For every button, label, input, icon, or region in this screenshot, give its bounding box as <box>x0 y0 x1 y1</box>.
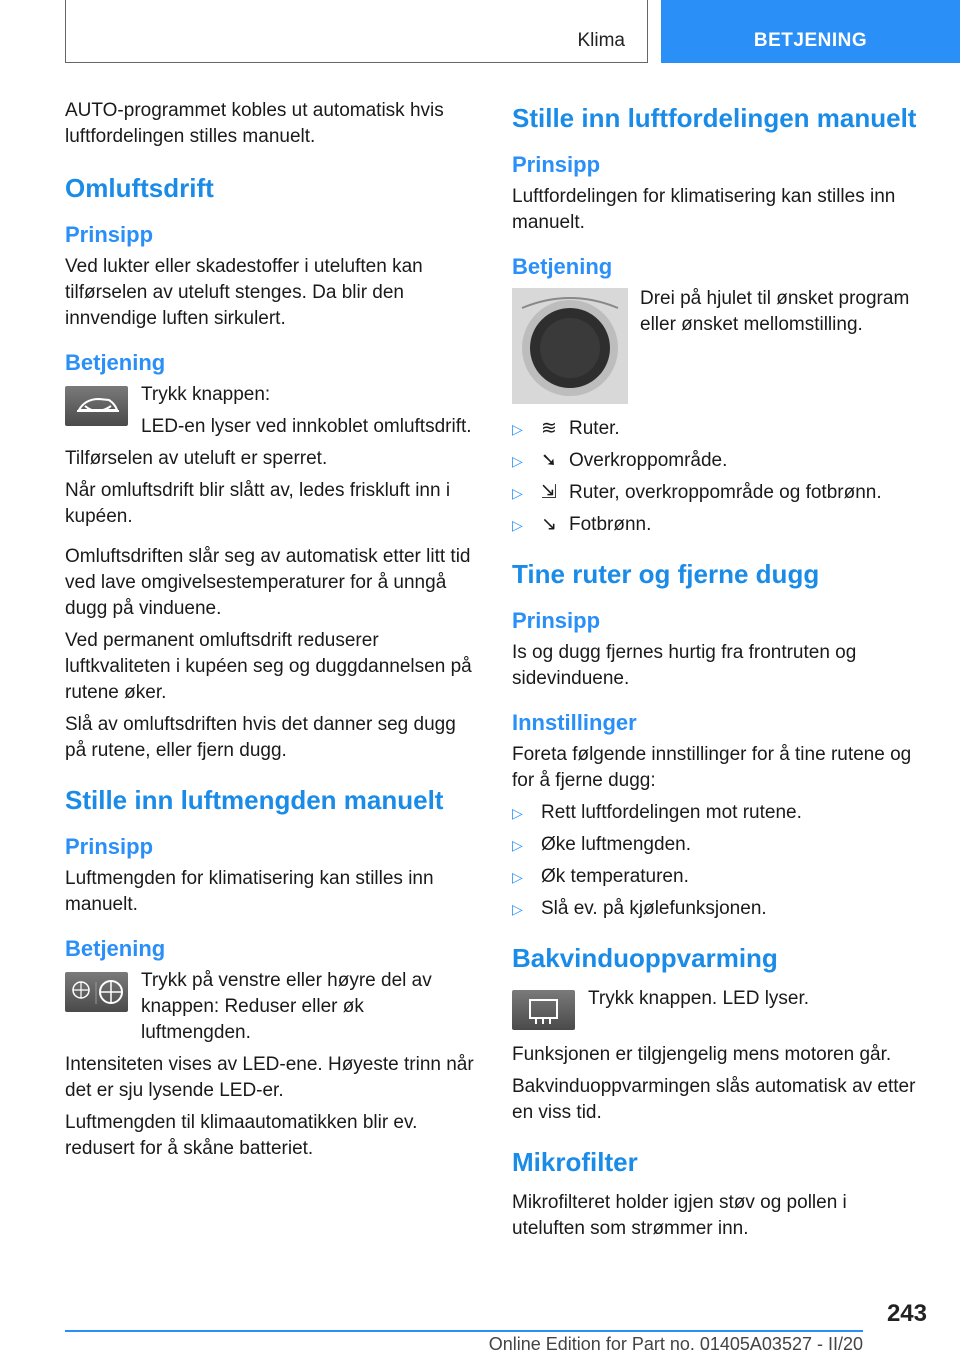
omluft-op-row <box>65 382 478 440</box>
distribution-dial-image <box>512 288 628 404</box>
page-number: 243 <box>886 1300 927 1327</box>
right-column <box>512 98 922 1248</box>
luftmengde-prinsipp-text: Luftmengden for klimatisering kan stilles inn manuelt. <box>65 868 434 915</box>
omluft-p3: Omluftsdriften slår seg av automatisk etter litt tid ved lave omgivelsestemperaturer for å unngå dugg på vinduene. <box>65 546 471 619</box>
luftmengde-op-text: Trykk på venstre eller høyre del av knappen: Reduser eller øk luftmengden. <box>141 970 432 1043</box>
fan-button-image <box>65 972 128 1012</box>
omluft-betjening-heading: Betjening <box>65 350 166 375</box>
luftfordeling-prinsipp-text: Luftfordelingen for klimatisering kan stilles inn manuelt. <box>512 186 896 233</box>
bullet-triangle-icon: ▷ <box>512 901 523 918</box>
dial-icon <box>512 288 628 404</box>
luftfordeling-prinsipp-heading: Prinsipp <box>512 152 601 177</box>
luftfordeling-betjening-heading: Betjening <box>512 254 613 279</box>
list-item: ▷ Rett luftfordelingen mot rutene. <box>512 800 922 826</box>
bullet-triangle-icon: ▷ <box>512 453 523 470</box>
luftmengde-p2: Luftmengden til klimaautomatikken blir ev. redusert for å skåne batteriet. <box>65 1112 418 1159</box>
chapter-title: Klima <box>577 30 625 51</box>
omluft-p4: Ved permanent omluftsdrift reduserer luftkvaliteten i kupéen seg og duggdannelsen på rutene øker. <box>65 630 472 703</box>
header-chapter-box <box>65 0 648 63</box>
omluft-op-led: LED-en lyser ved innkoblet omluftsdrift. <box>141 416 472 437</box>
rear-defrost-icon <box>512 990 575 1030</box>
tine-list <box>512 800 922 922</box>
bullet-triangle-icon: ▷ <box>512 837 523 854</box>
section-title: BETJENING <box>753 30 868 51</box>
bakvindu-p2: Bakvinduoppvarmingen slås automatisk av etter en viss tid. <box>512 1076 916 1124</box>
tine-prinsipp-text: Is og dugg fjernes hurtig fra frontruten og sidevinduene. <box>512 642 857 690</box>
bullet-triangle-icon: ▷ <box>512 869 523 886</box>
left-column <box>65 98 478 1168</box>
bakvindu-heading: Bakvinduoppvarming <box>512 943 778 974</box>
omluft-op-press: Trykk knappen: <box>141 384 271 405</box>
omluft-heading: Omluftsdrift <box>65 173 214 203</box>
tine-heading: Tine ruter og fjerne dugg <box>512 559 820 590</box>
recirculation-button-image <box>65 386 128 426</box>
omluft-p5: Slå av omluftsdriften hvis det danner seg dugg på rutene, eller fjern dugg. <box>65 714 456 761</box>
luftfordeling-op-row <box>512 286 922 416</box>
bullet-triangle-icon: ▷ <box>512 421 523 437</box>
list-item: ▷ Slå ev. på kjølefunksjonen. <box>512 896 922 922</box>
edition-text: Online Edition for Part no. 01405A03527 - II/20 <box>488 1334 863 1354</box>
upper-body-icon: ➘ <box>541 450 557 472</box>
omluft-prinsipp-text: Ved lukter eller skadestoffer i uteluften kan tilførselen av uteluft stenges. Da blir den innvendige luften sirkulert. <box>65 256 423 329</box>
luftmengde-op-row <box>65 968 478 1046</box>
list-item: ▷ Øke luftmengden. <box>512 832 922 858</box>
list-item: ▷ ≋ Ruter. <box>512 416 922 442</box>
footwell-icon: ↘ <box>541 514 557 536</box>
luftmengde-betjening-heading: Betjening <box>65 936 166 961</box>
luftmengde-prinsipp-heading: Prinsipp <box>65 834 154 859</box>
bullet-triangle-icon: ▷ <box>512 485 523 502</box>
luftfordeling-op-text: Drei på hjulet til ønsket program eller ønsket mellomstilling. <box>640 288 910 335</box>
header-section-box <box>661 0 960 63</box>
mikro-text: Mikrofilteret holder igjen støv og pollen i uteluften som strømmer inn. <box>512 1192 847 1240</box>
recirculation-icon <box>65 386 128 426</box>
luftfordeling-heading: Stille inn luftfordelingen manuelt <box>512 103 917 133</box>
bullet-triangle-icon: ▷ <box>512 517 523 534</box>
rear-defrost-button-image <box>512 990 575 1030</box>
intro-text: AUTO-programmet kobles ut automatisk hvis luftfordelingen stilles manuelt. <box>65 100 444 147</box>
footer-divider <box>65 1330 863 1332</box>
bakvindu-p1: Funksjonen er tilgjengelig mens motoren går. <box>512 1044 892 1066</box>
luftfordeling-list <box>512 416 922 538</box>
tine-prinsipp-heading: Prinsipp <box>512 608 601 634</box>
tine-innst-heading: Innstillinger <box>512 710 637 736</box>
list-item: ▷ ➘ Overkroppområde. <box>512 448 922 474</box>
luftmengde-p1: Intensiteten vises av LED-ene. Høyeste trinn når det er sju lysende LED-er. <box>65 1054 474 1101</box>
windshield-icon: ≋ <box>541 418 557 439</box>
mikro-heading: Mikrofilter <box>512 1147 638 1178</box>
tine-innst-text: Foreta følgende innstillinger for å tine rutene og for å fjerne dugg: <box>512 744 912 792</box>
bullet-triangle-icon: ▷ <box>512 805 523 822</box>
list-item: ▷ Øk temperaturen. <box>512 864 922 890</box>
list-item: ▷ ↘ Fotbrønn. <box>512 512 922 538</box>
bakvindu-op-text: Trykk knappen. LED lyser. <box>588 988 810 1010</box>
fan-icon <box>65 972 128 1012</box>
omluft-prinsipp-heading: Prinsipp <box>65 222 154 247</box>
luftmengde-heading: Stille inn luftmengden manuelt <box>65 785 444 815</box>
list-item: ▷ ⇲ Ruter, overkroppområde og fotbrønn. <box>512 480 922 506</box>
bakvindu-op-row <box>512 986 922 1042</box>
omluft-p2: Når omluftsdrift blir slått av, ledes friskluft inn i kupéen. <box>65 480 451 527</box>
omluft-p1: Tilførselen av uteluft er sperret. <box>65 448 328 469</box>
all-zones-icon: ⇲ <box>541 482 557 504</box>
